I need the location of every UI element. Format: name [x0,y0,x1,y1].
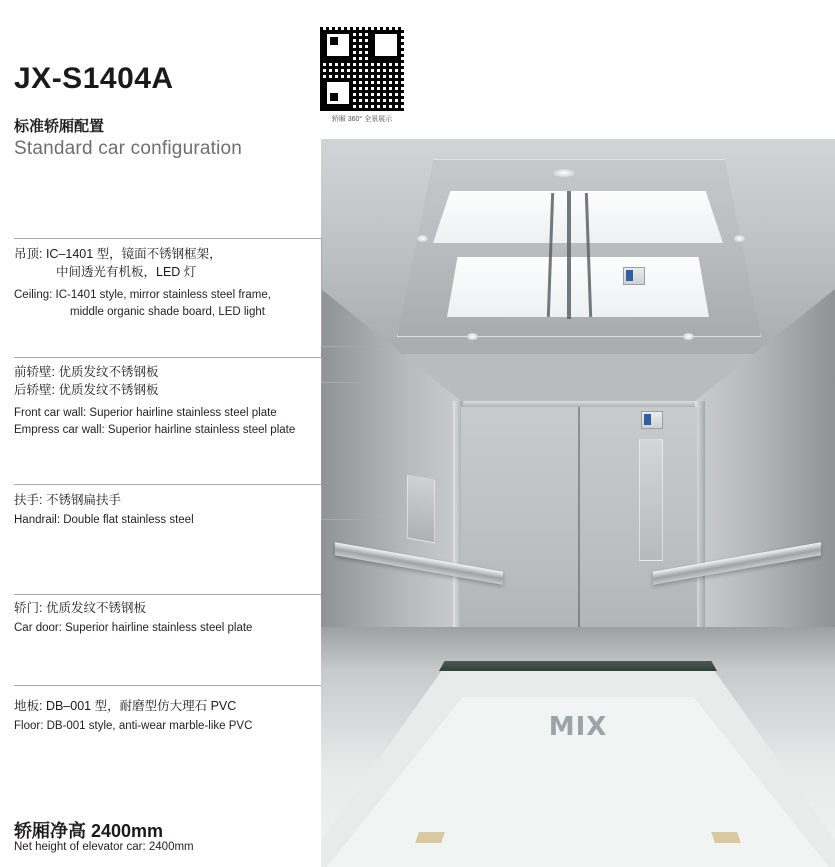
auxiliary-operating-panel[interactable] [407,475,435,544]
leader-line-floor [14,685,321,686]
footer-net-height-cn: 轿厢净高 2400mm [14,821,164,841]
spec-car-wall-cn-1: 前轿壁: 优质发纹不锈钢板 [14,365,159,379]
car-operating-panel[interactable] [639,439,663,561]
spec-car-door-cn-1: 轿门: 优质发纹不锈钢板 [14,601,146,615]
spec-car-door [14,599,314,637]
spec-car-door-en-1: Car door: Superior hairline stainless steel plate [14,622,253,634]
spec-floor [14,697,314,735]
floor-logo: MIX [548,712,608,742]
spec-handrail-en-1: Handrail: Double flat stainless steel [14,514,194,526]
qr-code-icon[interactable] [320,27,404,111]
subtitle-chinese: 标准轿厢配置 [14,118,105,135]
spec-floor-en-1: Floor: DB-001 style, anti-wear marble-like PVC [14,720,253,732]
spec-car-wall-en-1: Front car wall: Superior hairline stainless steel plate [14,407,277,419]
spec-floor-cn-1: 地板: DB–001 型，耐磨型仿大理石 PVC [14,699,237,713]
leader-line-handrail-tip [321,519,381,520]
spec-car-wall-en-2: Empress car wall: Superior hairline stainless steel plate [14,424,296,436]
ceiling-strip-center [567,191,571,319]
leader-line-ceiling-vertical [321,238,322,346]
qr-eye-bottom-left [323,78,353,108]
ceiling-light-panel-1 [433,191,723,243]
elevator-car-photo [321,139,835,867]
spec-car-wall [14,363,314,439]
spec-ceiling-en-2: middle organic shade board, LED light [70,306,265,318]
leader-line-handrail [14,484,321,485]
spec-ceiling-cn-1: 吊顶: IC–1401 型，镜面不锈钢框架， [14,247,222,261]
downlight-1 [417,235,428,242]
leader-line-wall [14,357,321,358]
leader-line-wall-tip [321,382,381,383]
downlight-4 [467,333,478,340]
downlight-2 [734,235,745,242]
floor-indicator-lower[interactable] [641,411,663,429]
qr-code-block [320,27,404,124]
qr-core-bl [330,93,338,101]
leader-line-door [14,594,321,595]
spec-ceiling-cn-2: 中间透光有机板，LED 灯 [56,265,197,279]
downlight-5 [683,333,694,340]
footer-net-height-en: Net height of elevator car: 2400mm [14,841,194,853]
floor-accent-tile-right [711,832,741,843]
floor-area [321,627,835,867]
leader-line-ceiling [14,238,321,239]
indicator-dot-lower [644,414,651,425]
floor-band-top [439,661,717,671]
spec-handrail-cn-1: 扶手: 不锈钢扁扶手 [14,493,121,507]
indicator-dot-upper [626,270,633,281]
spec-ceiling [14,245,314,321]
leader-line-wall-vertical [321,357,322,382]
qr-core-tl [330,37,338,45]
spec-handrail [14,491,314,529]
leader-line-handrail-vertical [321,484,322,519]
leader-line-ceiling-tip [321,346,381,347]
qr-core-tr [386,37,394,45]
spec-ceiling-en-1: Ceiling: IC-1401 style, mirror stainless steel frame, [14,289,271,301]
floor-indicator-upper[interactable] [623,267,645,285]
ceiling-light-panel-2 [447,257,709,317]
qr-caption: 轿厢 360° 全景展示 [331,116,393,123]
downlight-3 [553,169,575,177]
page-title: JX-S1404A [14,62,174,95]
floor-accent-tile-left [415,832,445,843]
spec-car-wall-cn-2: 后轿壁: 优质发纹不锈钢板 [14,383,159,397]
subtitle-english: Standard car configuration [14,138,243,159]
